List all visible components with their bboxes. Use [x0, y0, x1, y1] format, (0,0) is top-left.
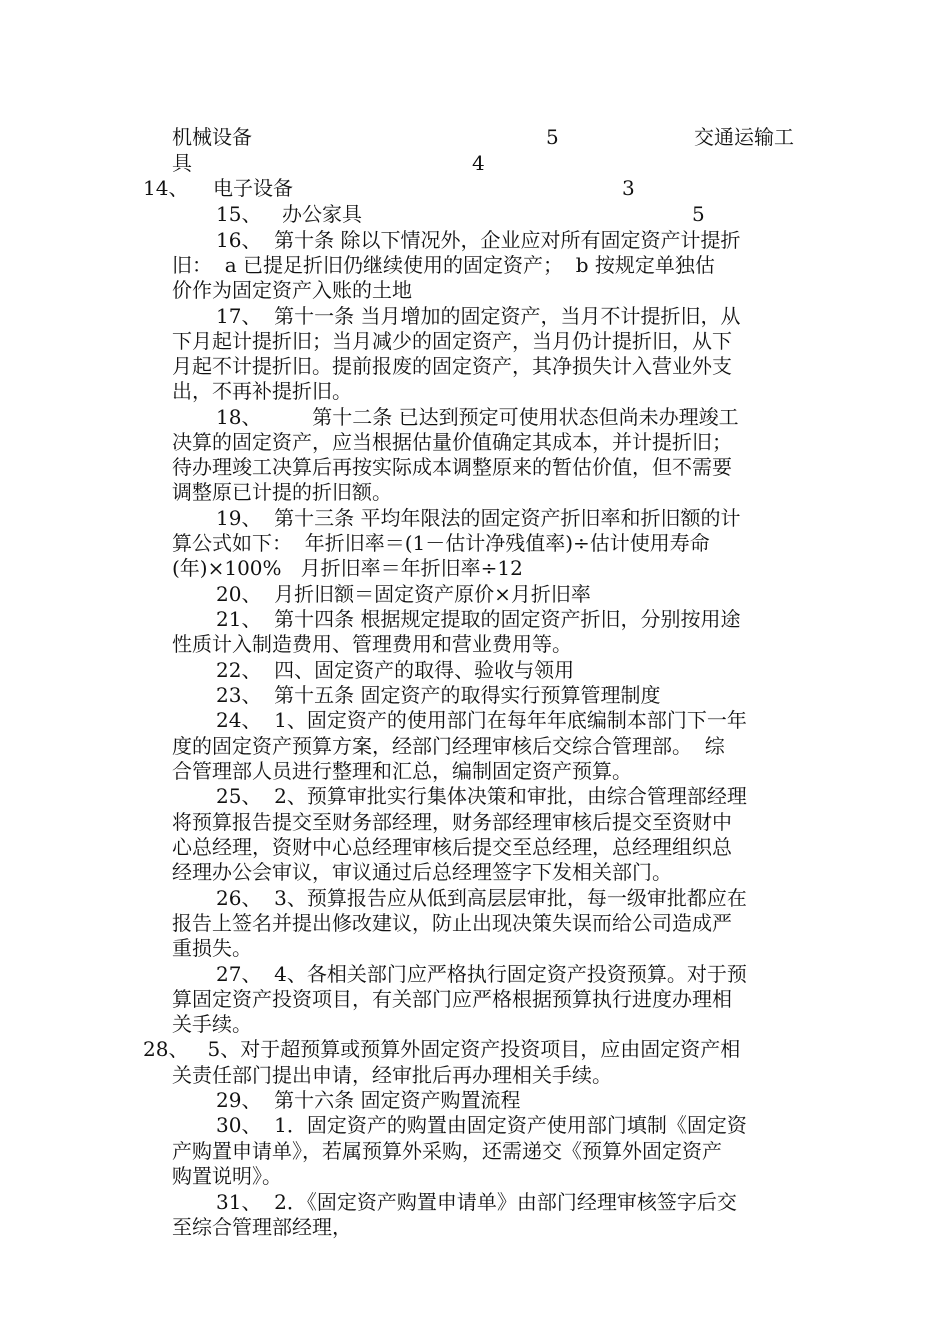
text-line: 24、 1、固定资产的使用部门在每年年底编制本部门下一年 [216, 708, 747, 732]
text-line: 报告上签名并提出修改建议，防止出现决策失误而给公司造成严 [172, 911, 732, 935]
item-number: 14、 [143, 176, 189, 200]
asset-name: 具 [172, 151, 192, 175]
item-number: 15、 [216, 202, 262, 226]
text-line: 关责任部门提出申请，经审批后再办理相关手续。 [172, 1063, 612, 1087]
text-line: 29、 第十六条 固定资产购置流程 [216, 1088, 521, 1112]
asset-row-1 [0, 124, 794, 150]
text-line: 关手续。 [172, 1012, 252, 1036]
text-line: 价作为固定资产入账的土地 [172, 278, 412, 302]
text-line: 算固定资产投资项目，有关部门应严格根据预算执行进度办理相 [172, 987, 732, 1011]
text-line: 20、 月折旧额＝固定资产原价×月折旧率 [216, 582, 591, 606]
asset-years: 3 [622, 176, 635, 200]
asset-name: 办公家具 [282, 202, 362, 226]
text-line: 19、 第十三条 平均年限法的固定资产折旧率和折旧额的计 [216, 506, 741, 530]
text-line: (年)×100% 月折旧率＝年折旧率÷12 [172, 556, 523, 580]
text-line: 30、 1．固定资产的购置由固定资产使用部门填制《固定资 [216, 1113, 747, 1137]
text-line: 至综合管理部经理， [172, 1215, 352, 1239]
asset-row-2 [0, 150, 485, 176]
text-line: 产购置申请单》，若属预算外采购，还需递交《预算外固定资产 [172, 1139, 722, 1163]
text-line: 重损失。 [172, 936, 252, 960]
asset-row-3 [0, 175, 635, 201]
text-line: 出，不再补提折旧。 [172, 379, 352, 403]
text-line: 25、 2、预算审批实行集体决策和审批，由综合管理部经理 [216, 784, 747, 808]
text-line: 度的固定资产预算方案，经部门经理审核后交综合管理部。 综 [172, 734, 725, 758]
text-line: 合管理部人员进行整理和汇总，编制固定资产预算。 [172, 759, 632, 783]
text-line: 21、 第十四条 根据规定提取的固定资产折旧，分别按用途 [216, 607, 741, 631]
text-line: 心总经理，资财中心总经理审核后提交至总经理，总经理组织总 [172, 835, 732, 859]
asset-years: 5 [546, 125, 559, 149]
text-line: 16、 第十条 除以下情况外，企业应对所有固定资产计提折 [216, 228, 741, 252]
text-line: 购置说明》。 [172, 1164, 282, 1188]
text-line: 28、 5、对于超预算或预算外固定资产投资项目，应由固定资产相 [143, 1037, 741, 1061]
asset-years: 4 [472, 151, 485, 175]
asset-name: 机械设备 [172, 125, 252, 149]
asset-name: 交通运输工 [694, 125, 794, 149]
text-line: 23、 第十五条 固定资产的取得实行预算管理制度 [216, 683, 661, 707]
asset-years: 5 [692, 202, 705, 226]
text-line: 待办理竣工决算后再按实际成本调整原来的暂估价值，但不需要 [172, 455, 732, 479]
text-line: 性质计入制造费用、管理费用和营业费用等。 [172, 632, 572, 656]
asset-name: 电子设备 [213, 176, 293, 200]
text-line: 调整原已计提的折旧额。 [172, 480, 392, 504]
text-line: 算公式如下： 年折旧率＝(1－估计净残值率)÷估计使用寿命 [172, 531, 710, 555]
text-line: 决算的固定资产，应当根据估量价值确定其成本，并计提折旧； [172, 430, 732, 454]
text-line: 26、 3、预算报告应从低到高层层审批，每一级审批都应在 [216, 886, 747, 910]
text-line: 下月起计提折旧；当月减少的固定资产，当月仍计提折旧，从下 [172, 329, 732, 353]
section-heading: 22、 四、固定资产的取得、验收与领用 [216, 658, 575, 682]
text-line: 月起不计提折旧。提前报废的固定资产，其净损失计入营业外支 [172, 354, 732, 378]
text-line: 18、 第十二条 已达到预定可使用状态但尚未办理竣工 [216, 405, 739, 429]
text-line: 将预算报告提交至财务部经理，财务部经理审核后提交至资财中 [172, 810, 732, 834]
text-line: 31、 2．《固定资产购置申请单》由部门经理审核签字后交 [216, 1190, 737, 1214]
text-line: 旧： a 已提足折旧仍继续使用的固定资产； b 按规定单独估 [172, 253, 715, 277]
text-line: 27、 4、各相关部门应严格执行固定资产投资预算。对于预 [216, 962, 747, 986]
text-line: 17、 第十一条 当月增加的固定资产，当月不计提折旧，从 [216, 304, 741, 328]
asset-row-4 [0, 201, 705, 227]
text-line: 经理办公会审议，审议通过后总经理签字下发相关部门。 [172, 860, 672, 884]
